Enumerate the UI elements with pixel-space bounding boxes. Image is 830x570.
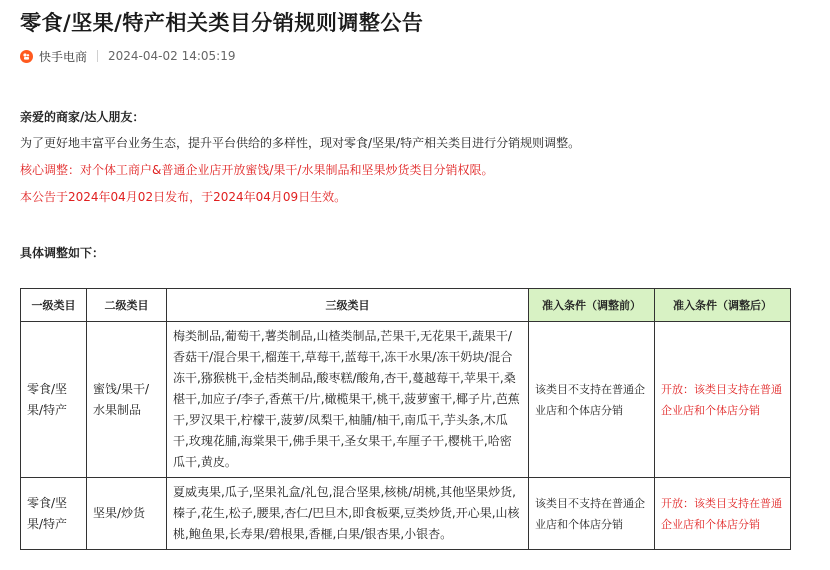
table-header-row — [21, 289, 791, 322]
intro-paragraph: 为了更好地丰富平台业务生态，提升平台供给的多样性，现对零食/坚果/特产相关类目进行分销规则调整。 — [20, 136, 581, 150]
header-level1: 一级类目 — [21, 289, 87, 322]
header-after: 准入条件（调整后） — [655, 289, 791, 322]
cell-level3: 夏威夷果,瓜子,坚果礼盒/礼包,混合坚果,核桃/胡桃,其他坚果炒货,榛子,花生,松子,腰果,杏仁/巴旦木,即食板栗,豆类炒货,开心果,山核桃,鲍鱼果,长寿果/碧根果,香榧,白果/银杏果,小银杏。 — [167, 478, 529, 550]
cell-before: 该类目不支持在普通企业店和个体店分销 — [529, 478, 655, 550]
header-level3: 三级类目 — [167, 289, 529, 322]
section-heading: 具体调整如下： — [20, 246, 105, 260]
kuaishou-logo-icon — [20, 50, 33, 63]
header-before: 准入条件（调整前） — [529, 289, 655, 322]
publish-note: 本公告于2024年04月02日发布，于2024年04月09日生效。 — [20, 190, 347, 204]
core-adjustment: 核心调整：对个体工商户&普通企业店开放蜜饯/果干/水果制品和坚果炒货类目分销权限。 — [20, 163, 494, 177]
article-meta — [20, 48, 235, 64]
cell-level1: 零食/坚果/特产 — [21, 478, 87, 550]
cell-level2: 坚果/炒货 — [87, 478, 167, 550]
cell-level1: 零食/坚果/特产 — [21, 322, 87, 478]
publish-timestamp: 2024-04-02 14:05:19 — [108, 49, 236, 63]
table-row — [21, 478, 791, 550]
table-row — [21, 322, 791, 478]
cell-after: 开放：该类目支持在普通企业店和个体店分销 — [655, 322, 791, 478]
greeting: 亲爱的商家/达人朋友： — [20, 110, 145, 124]
header-level2: 二级类目 — [87, 289, 167, 322]
cell-level2: 蜜饯/果干/水果制品 — [87, 322, 167, 478]
cell-level3: 梅类制品,葡萄干,薯类制品,山楂类制品,芒果干,无花果干,蔬果干/香菇干/混合果干,榴莲干,草莓干,蓝莓干,冻干水果/冻干奶块/混合冻干,猕猴桃干,金桔类制品,酸枣糕/酸角,杏干,蔓越莓干,苹果干,桑椹干,加应子/李子,香蕉干/片,橄榄果干,桃干,菠萝蜜干,椰子片,芭蕉干,罗汉果干,柠檬干,菠萝/凤梨干,柚脯/柚干,南瓜干,芋头条,木瓜干,玫瑰花脯,海棠果干,佛手果干,圣女果干,车厘子干,樱桃干,哈密瓜干,黄皮。 — [167, 322, 529, 478]
rules-table — [20, 288, 791, 550]
cell-before: 该类目不支持在普通企业店和个体店分销 — [529, 322, 655, 478]
source-name[interactable]: 快手电商 — [39, 49, 88, 64]
cell-after: 开放：该类目支持在普通企业店和个体店分销 — [655, 478, 791, 550]
page-title: 零食/坚果/特产相关类目分销规则调整公告 — [20, 11, 424, 35]
meta-divider — [97, 50, 98, 62]
